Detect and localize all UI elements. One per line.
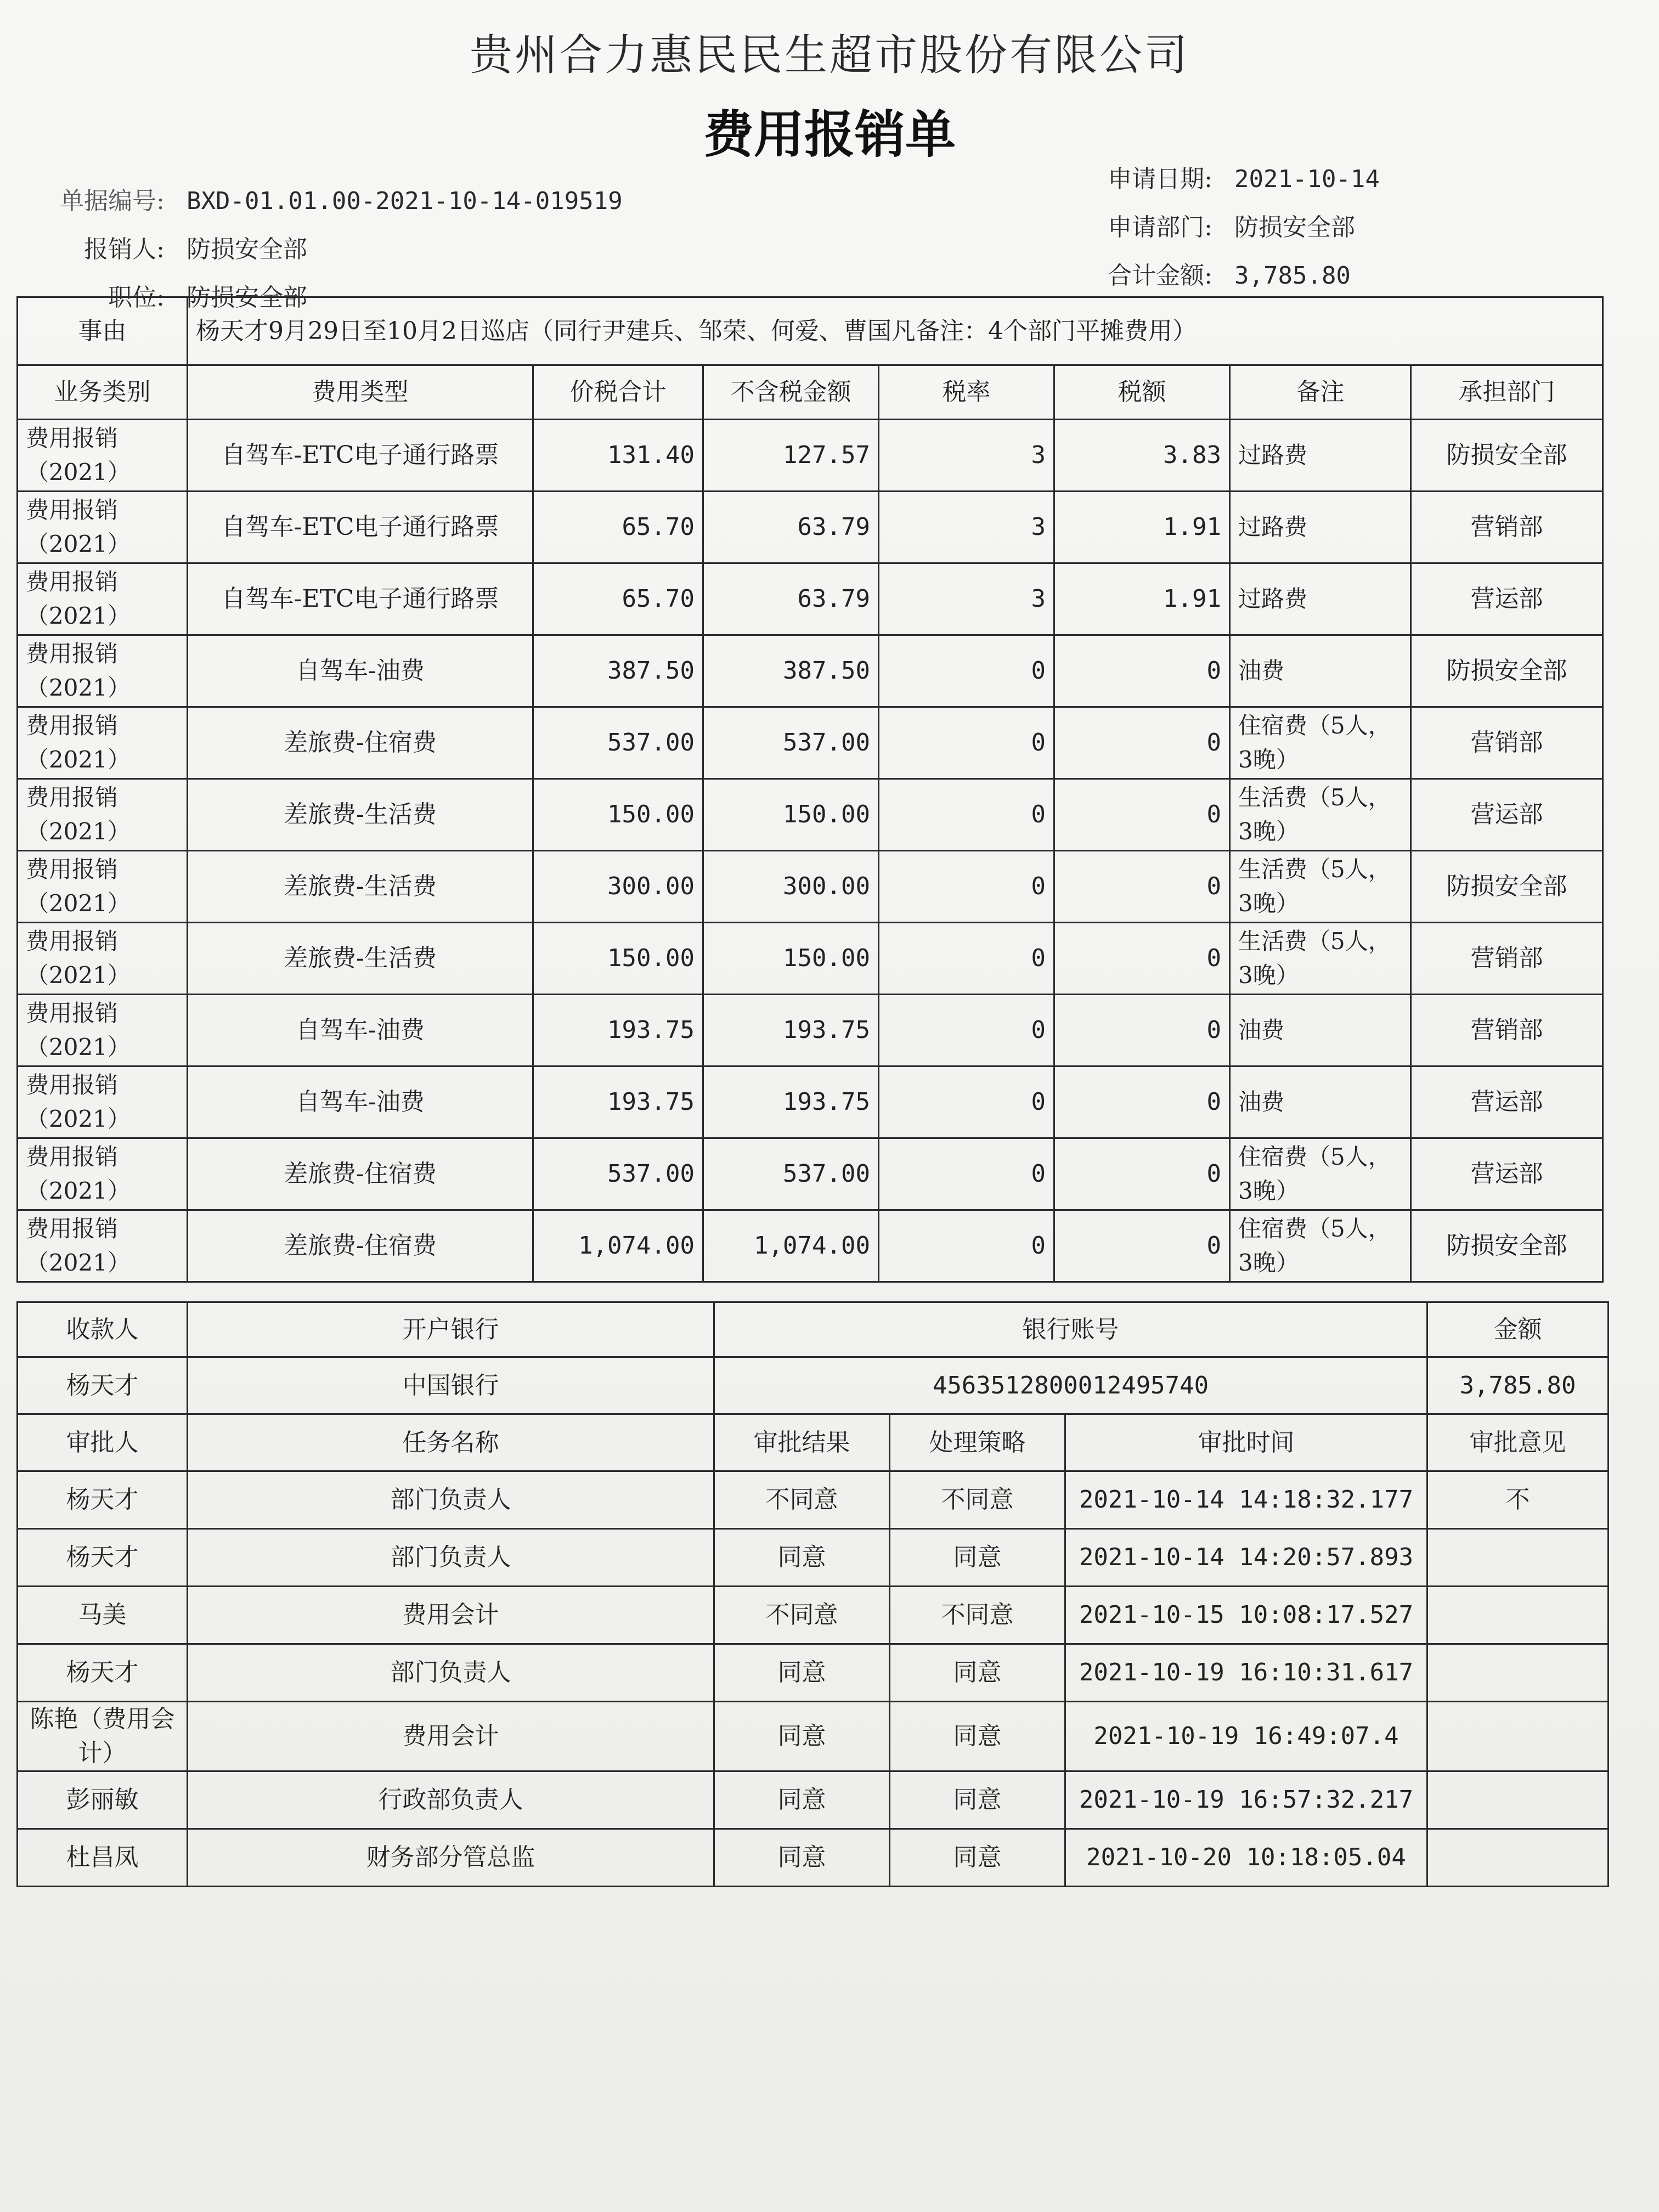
expense-cell-tax: 0 [1054, 851, 1230, 923]
total-amount-line [1086, 256, 1351, 291]
approval-row [18, 1829, 1609, 1887]
approval-cell-strategy: 同意 [890, 1829, 1065, 1887]
approval-row [18, 1644, 1609, 1702]
reason-text: 杨天才9月29日至10月2日巡店（同行尹建兵、邹荣、何爱、曹国凡备注：4个部门平摊费用） [188, 297, 1603, 365]
expense-cell-dept: 营销部 [1411, 995, 1603, 1066]
doc-number-label: 单据编号: [60, 187, 165, 215]
expense-cell-net: 537.00 [703, 1138, 879, 1210]
expense-cell-type: 自驾车-ETC电子通行路票 [188, 492, 533, 563]
expense-cell-net: 63.79 [703, 492, 879, 563]
expense-cell-rate: 3 [879, 563, 1054, 635]
expense-row [18, 1210, 1603, 1282]
expense-cell-dept: 营运部 [1411, 563, 1603, 635]
position-label: 职位: [108, 284, 165, 312]
expense-cell-remark: 生活费（5人，3晚） [1230, 923, 1411, 995]
approval-cell-opinion [1427, 1771, 1609, 1829]
expense-cell-remark: 生活费（5人，3晚） [1230, 779, 1411, 851]
expense-cell-net: 537.00 [703, 707, 879, 779]
approval-cell-opinion [1427, 1529, 1609, 1587]
approval-row [18, 1587, 1609, 1644]
expense-cell-total: 65.70 [533, 563, 703, 635]
expense-cell-biz: 费用报销（2021） [18, 492, 188, 563]
expense-cell-rate: 0 [879, 1210, 1054, 1282]
reason-row [18, 297, 1603, 365]
reason-label: 事由 [18, 297, 188, 365]
approval-cell-task: 部门负责人 [188, 1529, 714, 1587]
approval-header-row [18, 1414, 1609, 1471]
expense-cell-net: 150.00 [703, 923, 879, 995]
expense-cell-net: 63.79 [703, 563, 879, 635]
approval-cell-approver: 陈艳（费用会计） [18, 1702, 188, 1771]
approval-cell-opinion [1427, 1702, 1609, 1771]
approval-cell-time: 2021-10-20 10:18:05.04 [1065, 1829, 1427, 1887]
approval-cell-approver: 杨天才 [18, 1529, 188, 1587]
approval-cell-time: 2021-10-19 16:57:32.217 [1065, 1771, 1427, 1829]
expense-cell-net: 300.00 [703, 851, 879, 923]
expense-cell-tax: 0 [1054, 1066, 1230, 1138]
expense-cell-dept: 防损安全部 [1411, 635, 1603, 707]
approval-cell-strategy: 不同意 [890, 1587, 1065, 1644]
expense-cell-type: 差旅费-住宿费 [188, 707, 533, 779]
col-header-biz: 业务类别 [18, 365, 188, 420]
expense-cell-remark: 过路费 [1230, 420, 1411, 492]
approval-cell-task: 部门负责人 [188, 1644, 714, 1702]
expense-cell-tax: 0 [1054, 779, 1230, 851]
expense-cell-biz: 费用报销（2021） [18, 707, 188, 779]
expense-cell-type: 自驾车-油费 [188, 635, 533, 707]
apply-date-line [1086, 159, 1380, 194]
expense-cell-rate: 0 [879, 923, 1054, 995]
payment-row [18, 1357, 1609, 1414]
expense-cell-biz: 费用报销（2021） [18, 995, 188, 1066]
approval-cell-time: 2021-10-14 14:18:32.177 [1065, 1471, 1427, 1529]
expense-cell-type: 差旅费-住宿费 [188, 1210, 533, 1282]
expense-cell-rate: 0 [879, 995, 1054, 1066]
approval-row [18, 1702, 1609, 1771]
expense-cell-type: 差旅费-生活费 [188, 779, 533, 851]
opinion-header: 审批意见 [1427, 1414, 1609, 1471]
approval-cell-task: 行政部负责人 [188, 1771, 714, 1829]
claimant-line [33, 229, 307, 264]
approval-cell-time: 2021-10-19 16:10:31.617 [1065, 1644, 1427, 1702]
expense-row [18, 779, 1603, 851]
expense-row [18, 995, 1603, 1066]
expense-cell-dept: 防损安全部 [1411, 420, 1603, 492]
apply-dept-value: 防损安全部 [1234, 213, 1355, 241]
expense-row [18, 492, 1603, 563]
expense-cell-remark: 住宿费（5人，3晚） [1230, 1138, 1411, 1210]
expense-cell-biz: 费用报销（2021） [18, 779, 188, 851]
expense-cell-total: 387.50 [533, 635, 703, 707]
col-header-type: 费用类型 [188, 365, 533, 420]
claimant-label: 报销人: [84, 235, 165, 263]
col-header-tax: 税额 [1054, 365, 1230, 420]
approval-cell-strategy: 同意 [890, 1529, 1065, 1587]
doc-number-line [33, 181, 623, 216]
approval-cell-result: 不同意 [714, 1471, 890, 1529]
expense-cell-net: 150.00 [703, 779, 879, 851]
approval-cell-opinion [1427, 1644, 1609, 1702]
expense-cell-type: 差旅费-住宿费 [188, 1138, 533, 1210]
expense-cell-dept: 营运部 [1411, 1138, 1603, 1210]
expense-cell-biz: 费用报销（2021） [18, 635, 188, 707]
expense-cell-total: 1,074.00 [533, 1210, 703, 1282]
expense-cell-rate: 3 [879, 492, 1054, 563]
apply-dept-line [1086, 207, 1355, 242]
payment-approval-table [16, 1301, 1609, 1887]
approval-cell-opinion [1427, 1829, 1609, 1887]
approval-row [18, 1471, 1609, 1529]
approver-header: 审批人 [18, 1414, 188, 1471]
expense-cell-remark: 油费 [1230, 995, 1411, 1066]
expense-row [18, 635, 1603, 707]
expense-cell-rate: 0 [879, 707, 1054, 779]
bank-name: 中国银行 [188, 1357, 714, 1414]
expense-row [18, 707, 1603, 779]
expense-row [18, 420, 1603, 492]
apply-date-value: 2021-10-14 [1234, 165, 1380, 193]
expense-cell-rate: 0 [879, 1138, 1054, 1210]
expense-cell-dept: 防损安全部 [1411, 851, 1603, 923]
expense-row [18, 851, 1603, 923]
expense-cell-remark: 油费 [1230, 635, 1411, 707]
expense-cell-type: 差旅费-生活费 [188, 923, 533, 995]
payment-amount: 3,785.80 [1427, 1357, 1609, 1414]
payment-header-row [18, 1302, 1609, 1357]
strategy-header: 处理策略 [890, 1414, 1065, 1471]
approval-cell-task: 财务部分管总监 [188, 1829, 714, 1887]
apply-dept-label: 申请部门: [1108, 213, 1212, 241]
approval-row [18, 1529, 1609, 1587]
expense-cell-type: 自驾车-油费 [188, 995, 533, 1066]
amount-header: 金额 [1427, 1302, 1609, 1357]
approval-cell-approver: 彭丽敏 [18, 1771, 188, 1829]
approval-cell-approver: 杨天才 [18, 1471, 188, 1529]
expense-cell-type: 差旅费-生活费 [188, 851, 533, 923]
approval-cell-opinion: 不 [1427, 1471, 1609, 1529]
result-header: 审批结果 [714, 1414, 890, 1471]
expense-cell-net: 193.75 [703, 995, 879, 1066]
approval-cell-time: 2021-10-14 14:20:57.893 [1065, 1529, 1427, 1587]
expense-cell-total: 537.00 [533, 707, 703, 779]
expense-cell-total: 300.00 [533, 851, 703, 923]
expense-cell-total: 150.00 [533, 923, 703, 995]
payee-header: 收款人 [18, 1302, 188, 1357]
approval-cell-time: 2021-10-19 16:49:07.4 [1065, 1702, 1427, 1771]
expense-cell-remark: 住宿费（5人，3晚） [1230, 1210, 1411, 1282]
col-header-total: 价税合计 [533, 365, 703, 420]
expense-cell-total: 131.40 [533, 420, 703, 492]
expense-cell-remark: 油费 [1230, 1066, 1411, 1138]
expense-cell-dept: 营运部 [1411, 1066, 1603, 1138]
col-header-remark: 备注 [1230, 365, 1411, 420]
time-header: 审批时间 [1065, 1414, 1427, 1471]
expense-cell-tax: 0 [1054, 707, 1230, 779]
expense-row [18, 1066, 1603, 1138]
apply-date-label: 申请日期: [1108, 165, 1212, 193]
total-amount-label: 合计金额: [1108, 262, 1212, 290]
expense-cell-type: 自驾车-ETC电子通行路票 [188, 420, 533, 492]
expense-cell-tax: 0 [1054, 923, 1230, 995]
task-header: 任务名称 [188, 1414, 714, 1471]
expense-row [18, 923, 1603, 995]
expense-cell-biz: 费用报销（2021） [18, 1066, 188, 1138]
expense-table [16, 296, 1604, 1283]
expense-cell-total: 150.00 [533, 779, 703, 851]
expense-cell-tax: 1.91 [1054, 492, 1230, 563]
expense-cell-rate: 0 [879, 1066, 1054, 1138]
payee-name: 杨天才 [18, 1357, 188, 1414]
expense-row [18, 1138, 1603, 1210]
approval-cell-opinion [1427, 1587, 1609, 1644]
total-amount-value: 3,785.80 [1234, 262, 1351, 290]
expense-cell-rate: 0 [879, 851, 1054, 923]
expense-cell-remark: 过路费 [1230, 563, 1411, 635]
expense-cell-dept: 防损安全部 [1411, 1210, 1603, 1282]
approval-cell-time: 2021-10-15 10:08:17.527 [1065, 1587, 1427, 1644]
expense-cell-rate: 3 [879, 420, 1054, 492]
col-header-net: 不含税金额 [703, 365, 879, 420]
expense-cell-total: 537.00 [533, 1138, 703, 1210]
approval-cell-strategy: 同意 [890, 1702, 1065, 1771]
expense-cell-remark: 生活费（5人，3晚） [1230, 851, 1411, 923]
approval-cell-strategy: 同意 [890, 1771, 1065, 1829]
expense-header-row [18, 365, 1603, 420]
claimant-value: 防损安全部 [187, 235, 307, 263]
expense-cell-biz: 费用报销（2021） [18, 420, 188, 492]
expense-cell-total: 65.70 [533, 492, 703, 563]
approval-cell-result: 不同意 [714, 1587, 890, 1644]
company-name: 贵州合力惠民民生超市股份有限公司 [469, 31, 1189, 80]
expense-cell-tax: 0 [1054, 1210, 1230, 1282]
approval-cell-approver: 杨天才 [18, 1644, 188, 1702]
approval-cell-task: 部门负责人 [188, 1471, 714, 1529]
expense-cell-biz: 费用报销（2021） [18, 851, 188, 923]
expense-cell-biz: 费用报销（2021） [18, 1138, 188, 1210]
col-header-dept: 承担部门 [1411, 365, 1603, 420]
approval-cell-strategy: 不同意 [890, 1471, 1065, 1529]
expense-cell-biz: 费用报销（2021） [18, 1210, 188, 1282]
expense-cell-rate: 0 [879, 635, 1054, 707]
approval-cell-strategy: 同意 [890, 1644, 1065, 1702]
expense-cell-dept: 营销部 [1411, 923, 1603, 995]
approval-cell-result: 同意 [714, 1829, 890, 1887]
approval-cell-result: 同意 [714, 1771, 890, 1829]
approval-cell-approver: 杜昌凤 [18, 1829, 188, 1887]
bank-account: 4563512800012495740 [714, 1357, 1427, 1414]
expense-cell-biz: 费用报销（2021） [18, 923, 188, 995]
expense-cell-net: 193.75 [703, 1066, 879, 1138]
expense-cell-remark: 住宿费（5人，3晚） [1230, 707, 1411, 779]
expense-cell-dept: 营运部 [1411, 779, 1603, 851]
document-title: 费用报销单 [703, 105, 956, 164]
expense-cell-type: 自驾车-ETC电子通行路票 [188, 563, 533, 635]
approval-cell-task: 费用会计 [188, 1702, 714, 1771]
expense-cell-net: 1,074.00 [703, 1210, 879, 1282]
expense-cell-total: 193.75 [533, 1066, 703, 1138]
expense-row [18, 563, 1603, 635]
approval-cell-result: 同意 [714, 1702, 890, 1771]
expense-cell-net: 127.57 [703, 420, 879, 492]
approval-cell-task: 费用会计 [188, 1587, 714, 1644]
approval-cell-result: 同意 [714, 1644, 890, 1702]
expense-cell-total: 193.75 [533, 995, 703, 1066]
approval-cell-result: 同意 [714, 1529, 890, 1587]
col-header-rate: 税率 [879, 365, 1054, 420]
expense-cell-tax: 0 [1054, 995, 1230, 1066]
doc-number-value: BXD-01.01.00-2021-10-14-019519 [187, 187, 623, 215]
approval-cell-approver: 马美 [18, 1587, 188, 1644]
expense-cell-dept: 营销部 [1411, 707, 1603, 779]
expense-cell-biz: 费用报销（2021） [18, 563, 188, 635]
expense-cell-rate: 0 [879, 779, 1054, 851]
expense-cell-type: 自驾车-油费 [188, 1066, 533, 1138]
position-value: 防损安全部 [187, 284, 307, 312]
expense-cell-tax: 0 [1054, 1138, 1230, 1210]
expense-cell-tax: 1.91 [1054, 563, 1230, 635]
expense-cell-tax: 0 [1054, 635, 1230, 707]
expense-cell-dept: 营销部 [1411, 492, 1603, 563]
account-header: 银行账号 [714, 1302, 1427, 1357]
approval-row [18, 1771, 1609, 1829]
bank-header: 开户银行 [188, 1302, 714, 1357]
expense-cell-remark: 过路费 [1230, 492, 1411, 563]
expense-cell-net: 387.50 [703, 635, 879, 707]
expense-cell-tax: 3.83 [1054, 420, 1230, 492]
